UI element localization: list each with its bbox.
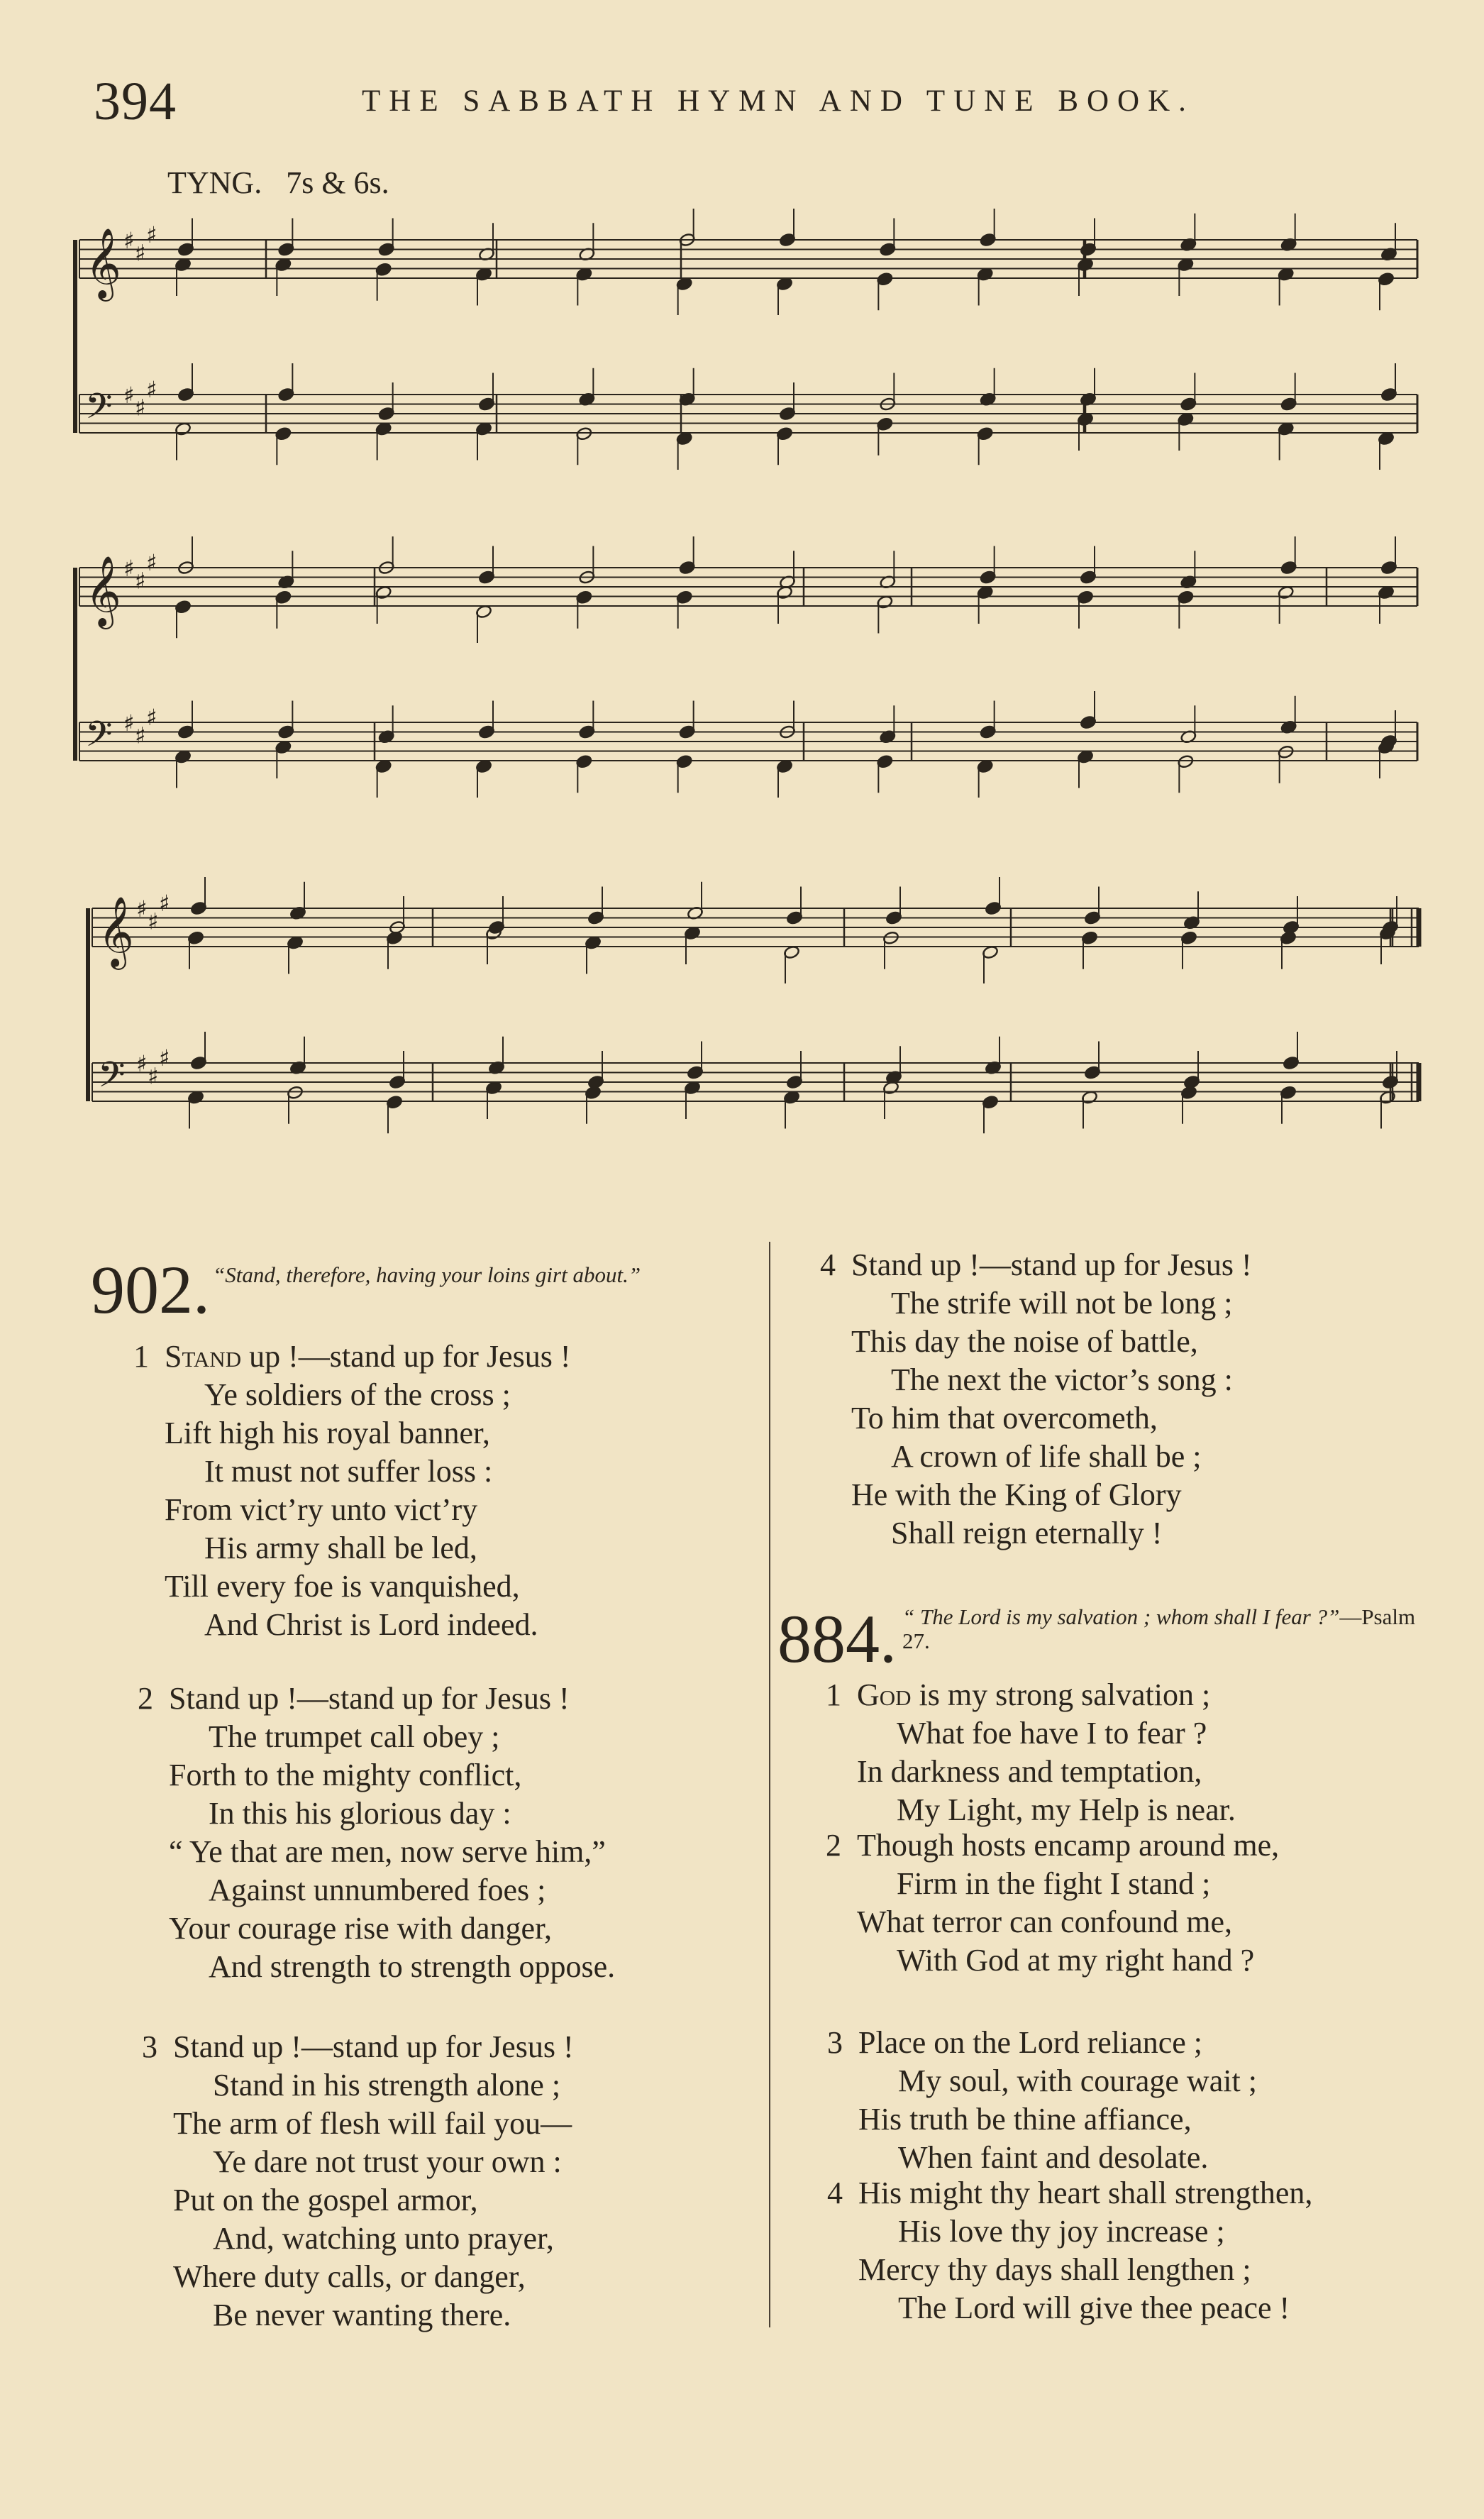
verse-line: The trumpet call obey ; xyxy=(209,1719,500,1754)
verse-line: Stand in his strength alone ; xyxy=(213,2068,561,2102)
column-divider xyxy=(769,1242,770,2327)
verse-line: Stand up !—stand up for Jesus ! xyxy=(173,2029,574,2064)
verse-line: Stand up !—stand up for Jesus ! xyxy=(169,1681,570,1716)
bass-clef: 𝄢 xyxy=(85,386,113,436)
hymn-902-motto: “Stand, therefore, having your loins girt about.” xyxy=(213,1262,641,1287)
verse-line: Lift high his royal banner, xyxy=(165,1416,490,1450)
verse-line: It must not suffer loss : xyxy=(204,1454,493,1489)
motto-text: “ The Lord is my salvation ; whom shall I fear ?” xyxy=(902,1604,1340,1629)
hymn-902-stanza-2 xyxy=(138,1680,616,1986)
verse-line: My Light, my Help is near. xyxy=(897,1792,1236,1827)
verse-line: In darkness and temptation, xyxy=(857,1754,1202,1789)
verse-number: 1 xyxy=(826,1677,841,1712)
verse-line: His army shall be led, xyxy=(204,1531,477,1565)
hymn-884-stanza-2 xyxy=(826,1826,1280,1980)
verse-line: The next the victor’s song : xyxy=(891,1362,1233,1397)
sharp-sign: ♯ xyxy=(146,376,157,404)
verse-number: 4 xyxy=(820,1247,836,1282)
verse-line: Mercy thy days shall lengthen ; xyxy=(858,2252,1251,2287)
bass-clef: 𝄢 xyxy=(85,714,113,764)
verse-line: Against unnumbered foes ; xyxy=(209,1873,546,1907)
running-title: THE SABBATH HYMN AND TUNE BOOK. xyxy=(362,84,1195,118)
verse-line: He with the King of Glory xyxy=(851,1477,1182,1512)
verse-line: With God at my right hand ? xyxy=(897,1943,1255,1978)
page-number: 394 xyxy=(94,72,177,131)
verse-number: 2 xyxy=(138,1681,153,1716)
verse-line: Where duty calls, or danger, xyxy=(173,2259,526,2294)
hymn-902-stanza-3 xyxy=(142,2028,574,2335)
first-word: God xyxy=(857,1677,912,1712)
tune-meter: 7s & 6s. xyxy=(286,165,389,200)
verse-line: His truth be thine affiance, xyxy=(858,2102,1192,2137)
first-word: Stand xyxy=(165,1339,242,1374)
sharp-sign: ♯ xyxy=(148,908,159,935)
sharp-sign: ♯ xyxy=(135,239,146,267)
verse-line: What foe have I to fear ? xyxy=(897,1716,1207,1751)
sharp-sign: ♯ xyxy=(146,549,157,577)
treble-clef: 𝄞 xyxy=(85,228,121,299)
tune-name: TYNG. xyxy=(167,165,262,200)
sharp-sign: ♯ xyxy=(135,394,146,421)
sharp-sign: ♯ xyxy=(136,1050,148,1078)
motto-source: —Psalm 27. xyxy=(902,1604,1416,1653)
verse-line: Firm in the fight I stand ; xyxy=(897,1866,1211,1901)
treble-clef: 𝄞 xyxy=(98,896,134,968)
sharp-sign: ♯ xyxy=(135,567,146,595)
verse-number: 2 xyxy=(826,1828,841,1863)
hymn-884-stanza-1 xyxy=(826,1676,1236,1829)
verse-line: To him that overcometh, xyxy=(851,1401,1158,1435)
verse-line: This day the noise of battle, xyxy=(851,1324,1198,1359)
hymn-884-stanza-4 xyxy=(827,2174,1313,2327)
verse-line: Stand up !—stand up for Jesus ! xyxy=(851,1247,1252,1282)
verse-line: “ Ye that are men, now serve him,” xyxy=(169,1834,606,1869)
verse-line: Ye dare not trust your own : xyxy=(213,2144,562,2179)
verse-line: My soul, with courage wait ; xyxy=(898,2063,1257,2098)
sharp-sign: ♯ xyxy=(159,1044,170,1072)
sharp-sign: ♯ xyxy=(146,704,157,732)
verse-line: And, watching unto prayer, xyxy=(213,2221,554,2256)
verse-line: The arm of flesh will fail you— xyxy=(173,2106,572,2141)
verse-line: is my strong salvation ; xyxy=(919,1677,1211,1712)
hymn-884-stanza-3 xyxy=(827,2024,1257,2177)
verse-line: Place on the Lord reliance ; xyxy=(858,2025,1203,2060)
sharp-sign: ♯ xyxy=(159,890,170,917)
verse-line: Your courage rise with danger, xyxy=(169,1911,552,1946)
verse-number: 3 xyxy=(142,2029,157,2064)
verse-line: The strife will not be long ; xyxy=(891,1286,1233,1321)
verse-line: Be never wanting there. xyxy=(213,2298,511,2332)
verse-number: 1 xyxy=(133,1339,149,1374)
treble-clef: 𝄞 xyxy=(85,556,121,627)
sharp-sign: ♯ xyxy=(123,555,135,583)
music-score xyxy=(0,0,1484,1206)
sharp-sign: ♯ xyxy=(123,382,135,409)
verse-line: A crown of life shall be ; xyxy=(891,1439,1202,1474)
bass-clef: 𝄢 xyxy=(98,1054,126,1105)
verse-line: From vict’ry unto vict’ry xyxy=(165,1492,478,1527)
hymn-902-stanza-1 xyxy=(133,1338,571,1644)
verse-line: His might thy heart shall strengthen, xyxy=(858,2176,1313,2210)
verse-line: The Lord will give thee peace ! xyxy=(898,2291,1290,2325)
hymn-902-stanza-4 xyxy=(820,1246,1252,1553)
verse-line: His love thy joy increase ; xyxy=(898,2214,1225,2249)
verse-line: And strength to strength oppose. xyxy=(209,1949,616,1984)
hymn-902-number: 902. xyxy=(91,1252,210,1328)
verse-line: Though hosts encamp around me, xyxy=(857,1828,1280,1863)
verse-number: 3 xyxy=(827,2025,843,2060)
sharp-sign: ♯ xyxy=(136,895,148,923)
sharp-sign: ♯ xyxy=(135,722,146,749)
verse-line: Ye soldiers of the cross ; xyxy=(204,1377,511,1412)
verse-line: In this his glorious day : xyxy=(209,1796,511,1831)
hymn-884-number: 884. xyxy=(777,1601,897,1677)
verse-line: What terror can confound me, xyxy=(857,1905,1232,1939)
sharp-sign: ♯ xyxy=(123,227,135,255)
verse-line: When faint and desolate. xyxy=(898,2140,1209,2175)
sharp-sign: ♯ xyxy=(148,1062,159,1090)
verse-line: Put on the gospel armor, xyxy=(173,2183,478,2217)
score-systems xyxy=(75,209,1419,1133)
verse-line: Till every foe is vanquished, xyxy=(165,1569,520,1604)
sharp-sign: ♯ xyxy=(146,221,157,249)
sharp-sign: ♯ xyxy=(123,710,135,737)
verse-line: up !—stand up for Jesus ! xyxy=(249,1339,571,1374)
verse-line: Shall reign eternally ! xyxy=(891,1516,1163,1550)
hymn-884-motto xyxy=(902,1605,1427,1653)
verse-line: Forth to the mighty conflict, xyxy=(169,1758,522,1792)
verse-line: And Christ is Lord indeed. xyxy=(204,1607,538,1642)
verse-number: 4 xyxy=(827,2176,843,2210)
